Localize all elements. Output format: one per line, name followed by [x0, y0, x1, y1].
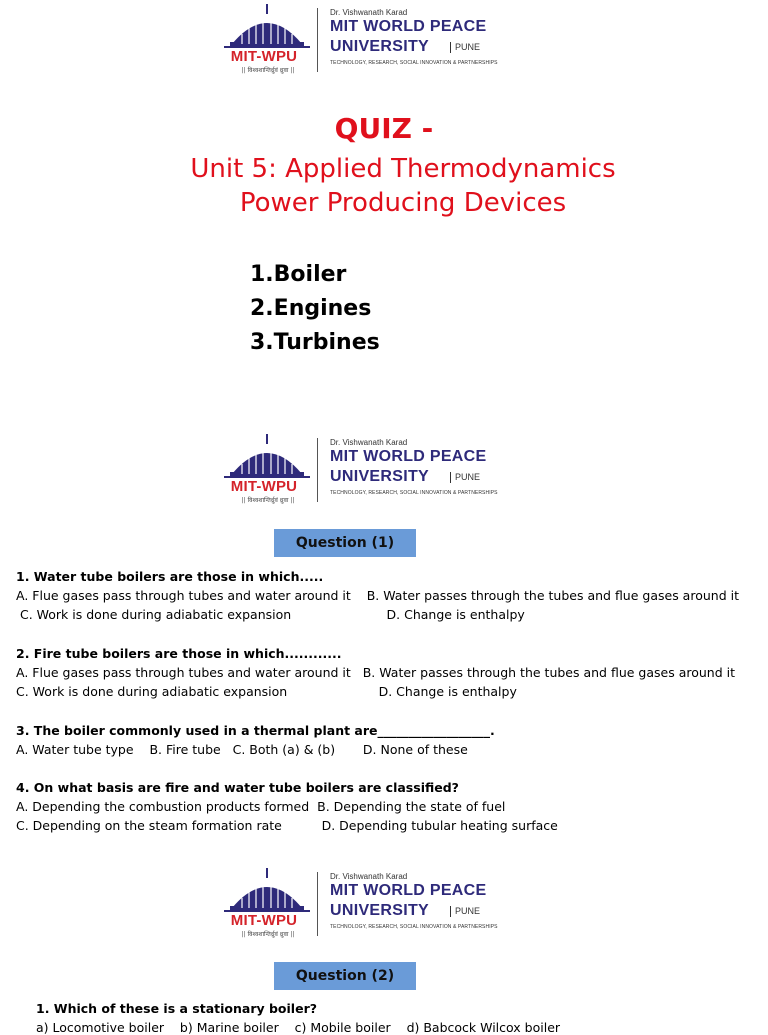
logo-name-line1: MIT WORLD PEACE: [330, 448, 487, 465]
topic-item: 3.Turbines: [250, 330, 380, 355]
question-text: 2. Fire tube boilers are those in which............: [16, 646, 342, 661]
logo-name-line2: UNIVERSITY: [330, 902, 430, 919]
university-logo: [222, 4, 512, 76]
logo-name-line1: MIT WORLD PEACE: [330, 18, 487, 35]
logo-founder: Dr. Vishwanath Karad: [330, 8, 408, 17]
answer-options: C. Work is done during adiabatic expansion D. Change is enthalpy: [16, 684, 517, 699]
brand-wordmark: MIT-WPU: [230, 478, 298, 495]
subtitle: Power Producing Devices: [239, 188, 567, 218]
question-text: 3. The boiler commonly used in a thermal plant are__________________.: [16, 723, 495, 738]
topic-item: 1.Boiler: [250, 262, 347, 287]
logo-city: PUNE: [450, 906, 480, 917]
logo-name-line2: UNIVERSITY: [330, 468, 430, 485]
university-logo: [222, 434, 512, 506]
answer-options: A. Flue gases pass through tubes and water around it B. Water passes through the tubes and flue gases around it: [16, 588, 739, 603]
quiz-title: QUIZ -: [334, 112, 434, 145]
logo-divider: [317, 8, 318, 72]
university-logo: [222, 868, 512, 940]
question-text: 1. Which of these is a stationary boiler?: [36, 1001, 317, 1016]
logo-motto: || विश्वशान्तिर्ध्रुवं ध्रुवा ||: [241, 931, 295, 938]
logo-founder: Dr. Vishwanath Karad: [330, 438, 408, 447]
unit-title: Unit 5: Applied Thermodynamics: [190, 154, 616, 184]
logo-city: PUNE: [450, 472, 480, 483]
answer-options: C. Depending on the steam formation rate D. Depending tubular heating surface: [16, 818, 558, 833]
question-section-header: Question (1): [274, 529, 416, 557]
logo-name-line2: UNIVERSITY: [330, 38, 430, 55]
logo-divider: [317, 438, 318, 502]
question-text: 1. Water tube boilers are those in which.....: [16, 569, 324, 584]
brand-wordmark: MIT-WPU: [230, 912, 298, 929]
logo-tagline: TECHNOLOGY, RESEARCH, SOCIAL INNOVATION & PARTNERSHIPS: [330, 60, 498, 66]
answer-options: A. Depending the combustion products formed B. Depending the state of fuel: [16, 799, 506, 814]
logo-tagline: TECHNOLOGY, RESEARCH, SOCIAL INNOVATION & PARTNERSHIPS: [330, 490, 498, 496]
question-text: 4. On what basis are fire and water tube boilers are classified?: [16, 780, 459, 795]
answer-options: C. Work is done during adiabatic expansion D. Change is enthalpy: [16, 607, 525, 622]
logo-motto: || विश्वशान्तिर्ध्रुवं ध्रुवा ||: [241, 67, 295, 74]
logo-tagline: TECHNOLOGY, RESEARCH, SOCIAL INNOVATION & PARTNERSHIPS: [330, 924, 498, 930]
logo-name-line1: MIT WORLD PEACE: [330, 882, 487, 899]
topic-item: 2.Engines: [250, 296, 372, 321]
answer-options: A. Flue gases pass through tubes and water around it B. Water passes through the tubes and flue gases around it: [16, 665, 736, 680]
answer-options: a) Locomotive boiler b) Marine boiler c) Mobile boiler d) Babcock Wilcox boiler: [36, 1020, 561, 1035]
question-section-header: Question (2): [274, 962, 416, 990]
answer-options: A. Water tube type B. Fire tube C. Both (a) & (b) D. None of these: [16, 742, 468, 757]
logo-divider: [317, 872, 318, 936]
logo-founder: Dr. Vishwanath Karad: [330, 872, 408, 881]
logo-motto: || विश्वशान्तिर्ध्रुवं ध्रुवा ||: [241, 497, 295, 504]
brand-wordmark: MIT-WPU: [230, 48, 298, 65]
logo-city: PUNE: [450, 42, 480, 53]
